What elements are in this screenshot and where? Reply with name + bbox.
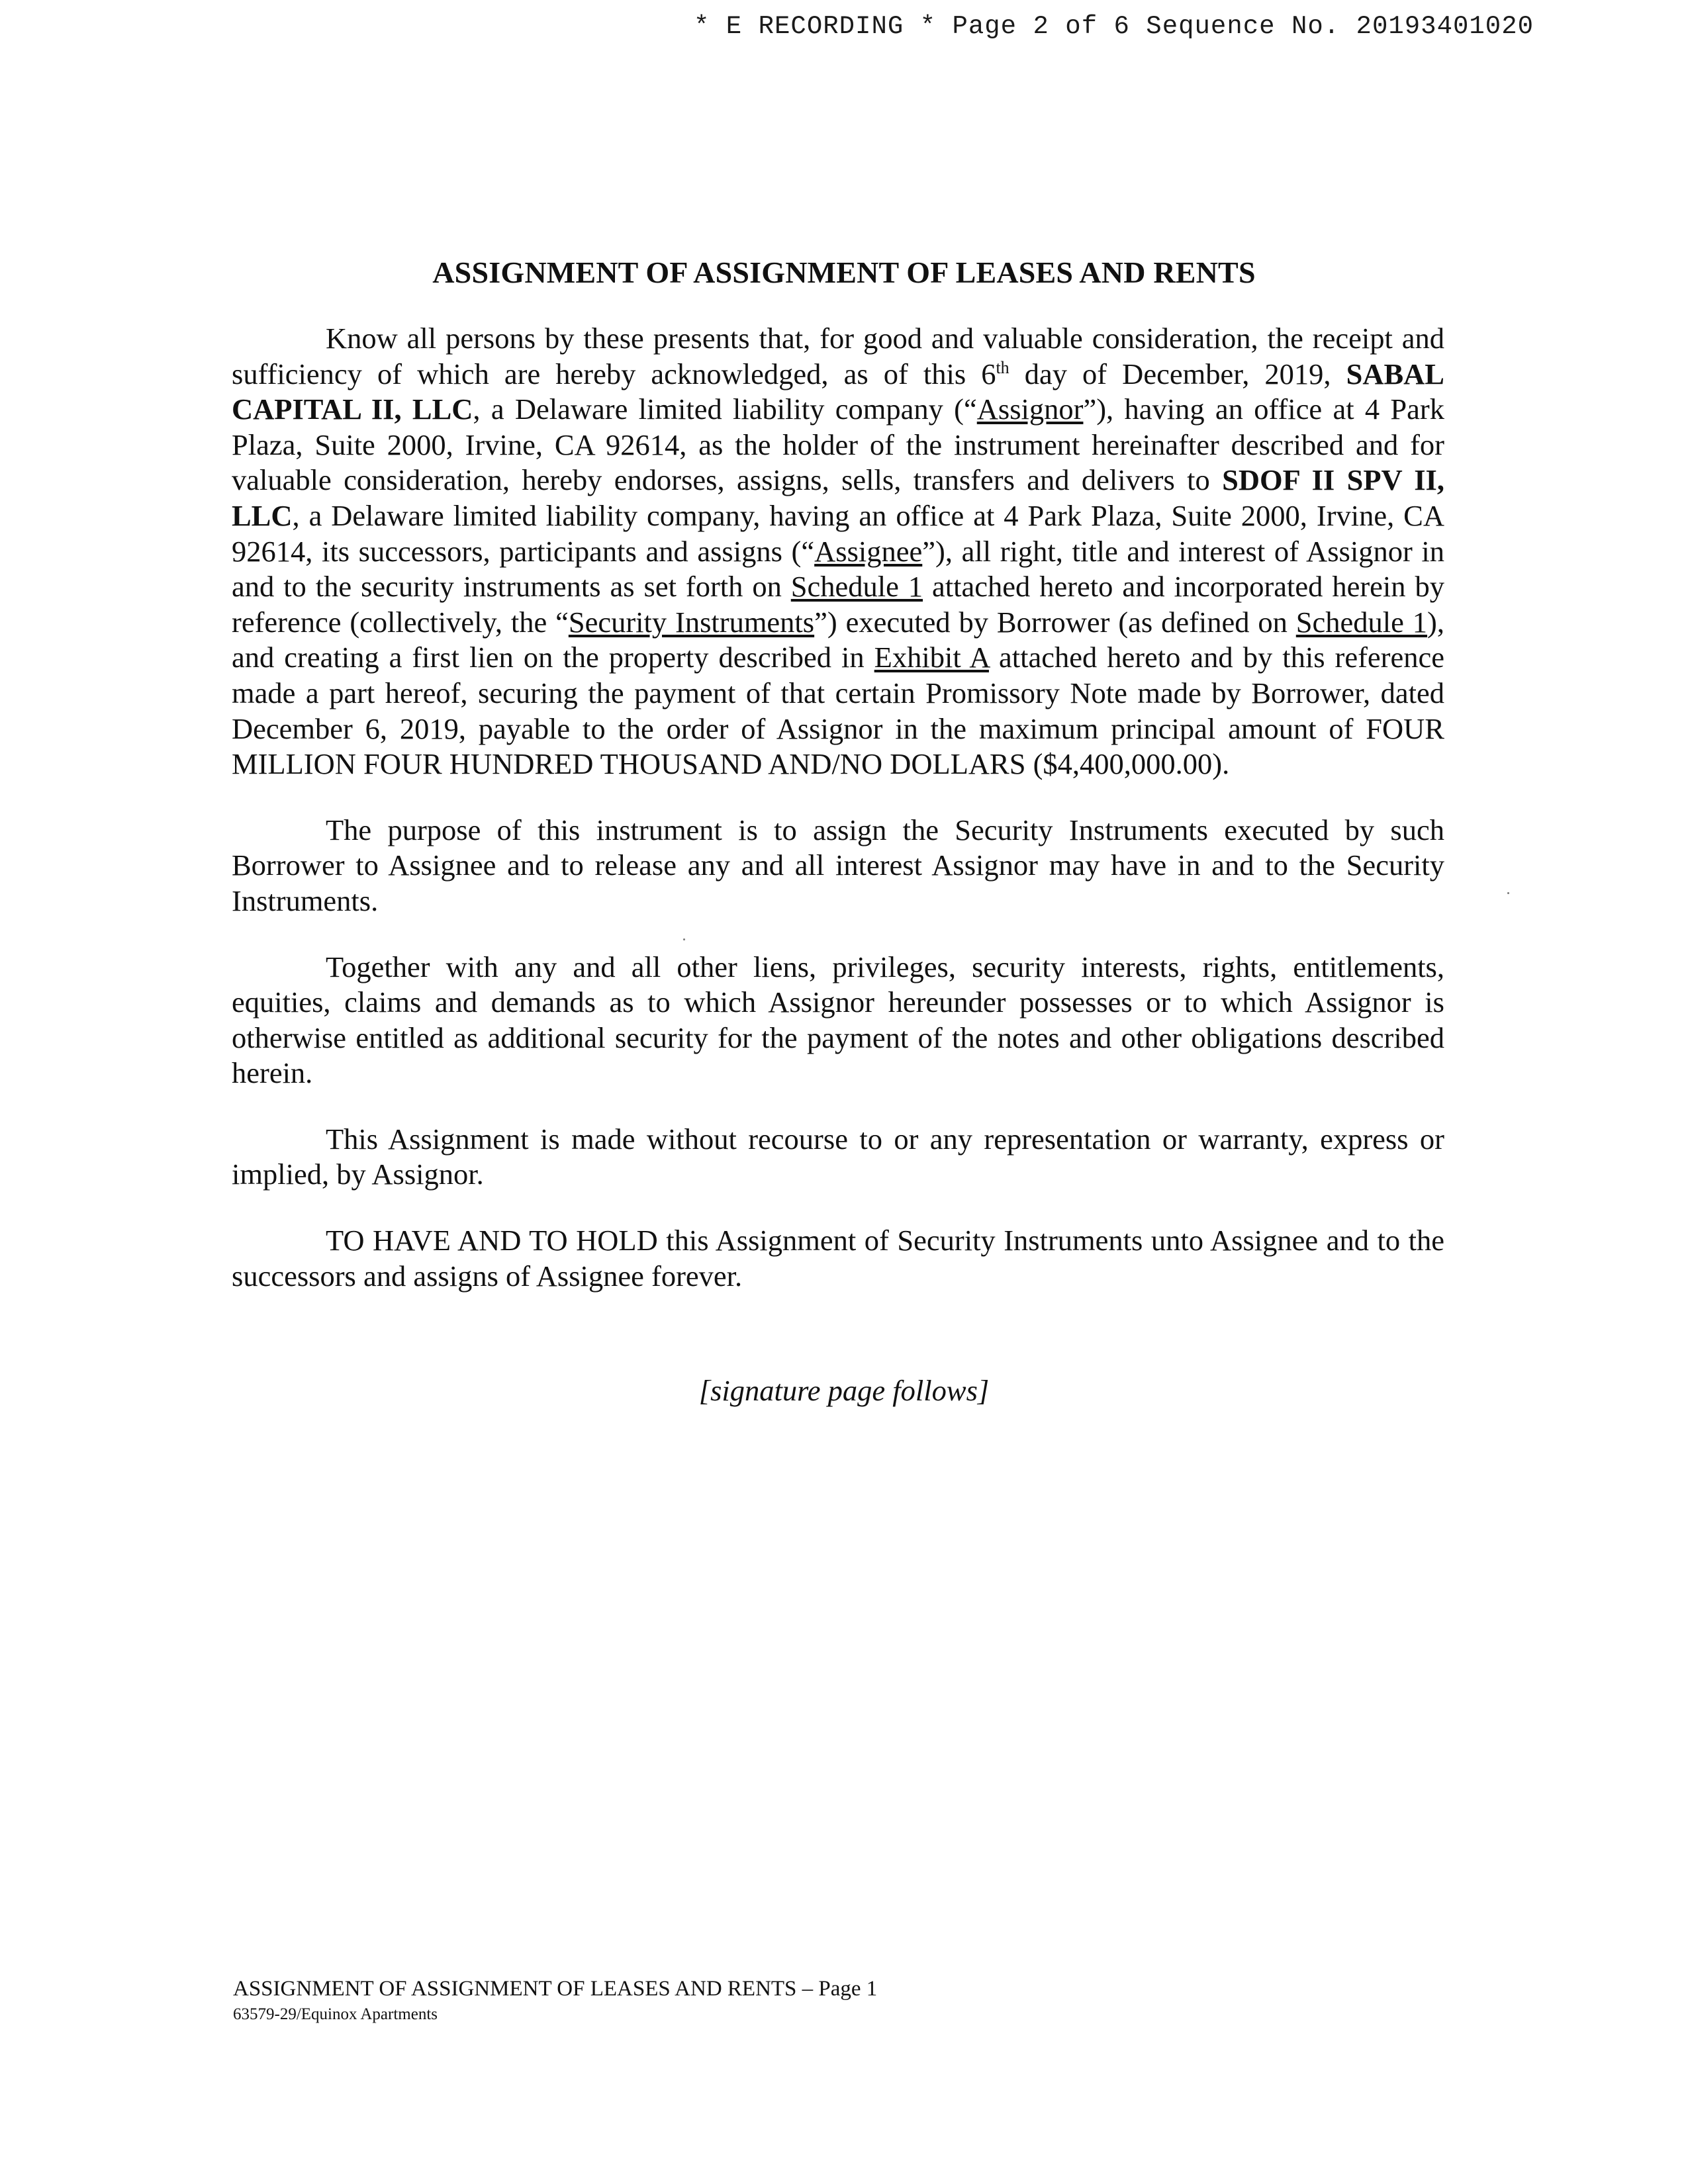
text-run: ”) executed by Borrower (as defined on	[814, 605, 1296, 639]
text-run: ”), all right, title and interest of Assignor in and to the security instruments as set forth on	[232, 534, 1445, 604]
text-run: , a Delaware limited liability company, having an office at 4 Park Plaza, Suite 2000, Irvine, CA 92614, its successors, participants and assigns (“	[232, 498, 1444, 568]
document-title: ASSIGNMENT OF ASSIGNMENT OF LEASES AND RENTS	[432, 255, 1256, 289]
assignee-name: SDOF II SPV II, LLC	[232, 463, 1445, 532]
text-run: Know all persons by these presents that, for good and valuable consideration, the receipt and sufficiency of which are hereby acknowledged, as of this 6	[232, 322, 1444, 390]
text-run: ”), having an office at 4 Park Plaza, Suite 2000, Irvine, CA 92614, as the holder of the instrument hereinafter described and for valuable consideration, hereby endorses, assigns, sells, transfers and delivers to	[232, 392, 1444, 497]
paragraph-without-recourse: This Assignment is made without recourse to or any representation or warranty, express or implied, by Assignor.	[232, 1122, 1444, 1191]
schedule-reference: Schedule 1	[1295, 605, 1428, 639]
security-instruments-defined-term: Security Instruments	[568, 605, 815, 639]
signature-page-note: [signature page follows]	[698, 1374, 990, 1407]
paragraph-together-with: Together with any and all other liens, privileges, security interests, rights, entitlements, equities, claims and demands as to which Assignor hereunder possesses or to which Assignor is otherwise entitled as additional security for the payment of the notes and other obligations described herein.	[232, 950, 1444, 1090]
paragraph-habendum: TO HAVE AND TO HOLD this Assignment of Security Instruments unto Assignee and to the successors and assigns of Assignee forever.	[232, 1224, 1444, 1293]
text-run: ), and creating a first lien on the property described in	[232, 605, 1444, 674]
text-run: , a Delaware limited liability company (“	[473, 392, 977, 426]
document-body	[232, 321, 1444, 1324]
assignee-defined-term: Assignee	[814, 534, 923, 568]
scan-speck	[1507, 892, 1509, 894]
text-run: day of December, 2019,	[1009, 357, 1346, 390]
recording-stamp: * E RECORDING * Page 2 of 6 Sequence No. 20193401020	[694, 12, 1534, 41]
assignor-name: SABAL CAPITAL II, LLC	[232, 357, 1444, 426]
assignor-defined-term: Assignor	[976, 392, 1084, 426]
text-run: attached hereto and incorporated herein by reference (collectively, the “	[232, 570, 1444, 639]
schedule-reference: Schedule 1	[790, 570, 923, 604]
ordinal-suffix: th	[996, 357, 1009, 377]
footer-title: ASSIGNMENT OF ASSIGNMENT OF LEASES AND RENTS – Page 1	[233, 1977, 878, 2001]
exhibit-reference: Exhibit A	[874, 641, 989, 674]
paragraph-conveyance	[232, 321, 1444, 782]
text-run: attached hereto and by this reference made a part hereof, securing the payment of that certain Promissory Note made by Borrower, dated December 6, 2019, payable to the order of Assignor in the maximum principal amount of FOUR MILLION FOUR HUNDRED THOUSAND AND/NO DOLLARS ($4,400,000.00).	[232, 641, 1445, 781]
paragraph-purpose: The purpose of this instrument is to assign the Security Instruments executed by such Borrower to Assignee and to release any and all interest Assignor may have in and to the Security Instruments.	[232, 813, 1444, 917]
footer-reference: 63579-29/Equinox Apartments	[233, 2005, 438, 2023]
scan-speck	[683, 938, 685, 940]
